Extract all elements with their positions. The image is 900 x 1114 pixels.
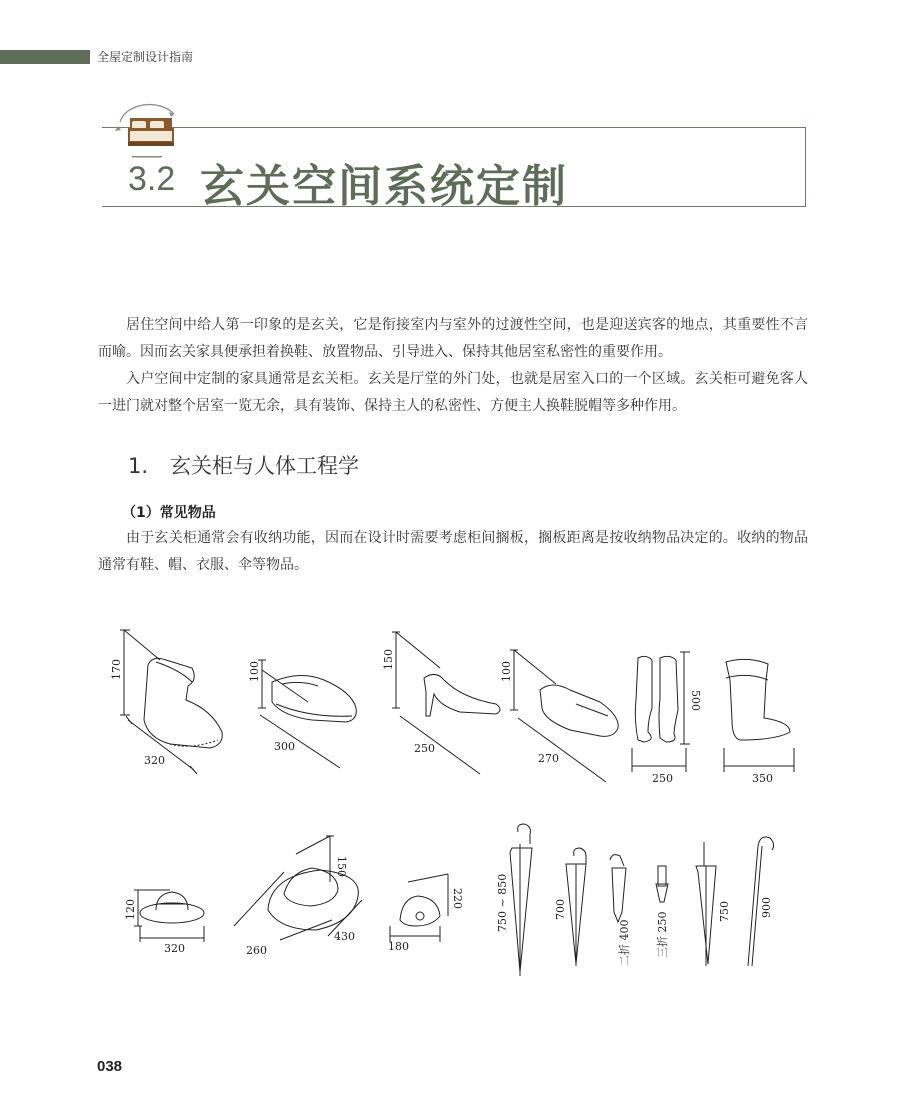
folded-umbrella-drawing: [566, 848, 586, 966]
three-fold-umbrella-drawing: [656, 866, 668, 902]
boot-drawing: [120, 630, 222, 774]
two-fold-umbrella-drawing: [610, 855, 626, 922]
winter-boot-drawing: [724, 659, 794, 772]
subsection-number: 1.: [128, 454, 149, 478]
subsection-heading: [128, 450, 359, 480]
long-umbrella-drawing: [510, 824, 532, 976]
shoe1-height-label: 170: [110, 659, 123, 680]
intro-paragraph-2: 入户空间中定制的家具通常是玄关柜。玄关是厅堂的外门处，也就是居室入口的一个区域。玄关柜可避免客人一进门就对整个居室一览无余，具有装饰、保持主人的私密性、方便主人换鞋脱帽等多种作用。: [98, 371, 808, 414]
shoe2-height-label: 100: [248, 661, 261, 682]
section-title: 玄关空间系统定制: [200, 161, 568, 212]
subsection-title: 玄关柜与人体工程学: [170, 454, 360, 478]
shoe6-length-label: 350: [752, 772, 773, 785]
umbrella3-label: 二折 400: [618, 919, 631, 966]
umbrella6-label: 900: [760, 897, 773, 918]
header-color-bar: [0, 50, 90, 64]
hat3-height-label: 220: [451, 888, 464, 909]
baseball-cap-drawing: [390, 874, 448, 942]
umbrella5-label: 750: [718, 901, 731, 922]
section-number: 3.2: [128, 160, 176, 198]
intro-paragraph-1: 居住空间中给人第一印象的是玄关，它是衔接室内与室外的过渡性空间，也是迎送宾客的地点，其重要性不言而喻。因而玄关家具便承担着换鞋、放置物品、引导进入、保持其他居室私密性的重要作用。: [98, 317, 808, 360]
shoe4-length-label: 270: [538, 752, 559, 765]
page-number: 038: [97, 1058, 123, 1075]
running-header: 全屋定制设计指南: [97, 50, 194, 64]
hat2-width-label: 260: [246, 944, 267, 957]
loafer-drawing: [258, 660, 356, 768]
flat-hat-drawing: [134, 890, 204, 942]
common-items-figure: [100, 620, 800, 980]
shoe2-length-label: 300: [274, 740, 295, 753]
straight-umbrella-drawing: [696, 842, 716, 966]
hat1-height-label: 120: [124, 899, 137, 920]
umbrella1-label: 750 ~ 850: [496, 873, 509, 932]
hat2-length-label: 430: [334, 930, 355, 943]
shoe1-length-label: 320: [144, 754, 165, 767]
slip-on-drawing: [510, 650, 618, 782]
hat3-width-label: 180: [388, 940, 409, 953]
shoe5-height-label: 500: [689, 690, 702, 711]
hat2-height-label: 150: [335, 856, 348, 877]
shoe3-height-label: 150: [382, 649, 395, 670]
shoe5-length-label: 250: [652, 772, 673, 785]
wide-brim-hat-drawing: [234, 836, 362, 940]
umbrella4-label: 三折 250: [656, 911, 669, 958]
bed-icon: [112, 100, 184, 162]
subsubsection-heading: （1）常见物品: [122, 505, 216, 521]
shoe4-height-label: 100: [500, 661, 513, 682]
body-paragraph-3: 由于玄关柜通常会有收纳功能，因而在设计时需要考虑柜间搁板，搁板距离是按收纳物品决定的。收纳的物品通常有鞋、帽、衣服、伞等物品。: [98, 530, 808, 573]
umbrella2-label: 700: [554, 899, 567, 920]
shoe3-length-label: 250: [414, 742, 435, 755]
rain-boots-drawing: [632, 652, 690, 772]
hat1-width-label: 320: [164, 942, 185, 955]
high-heel-drawing: [392, 632, 500, 774]
